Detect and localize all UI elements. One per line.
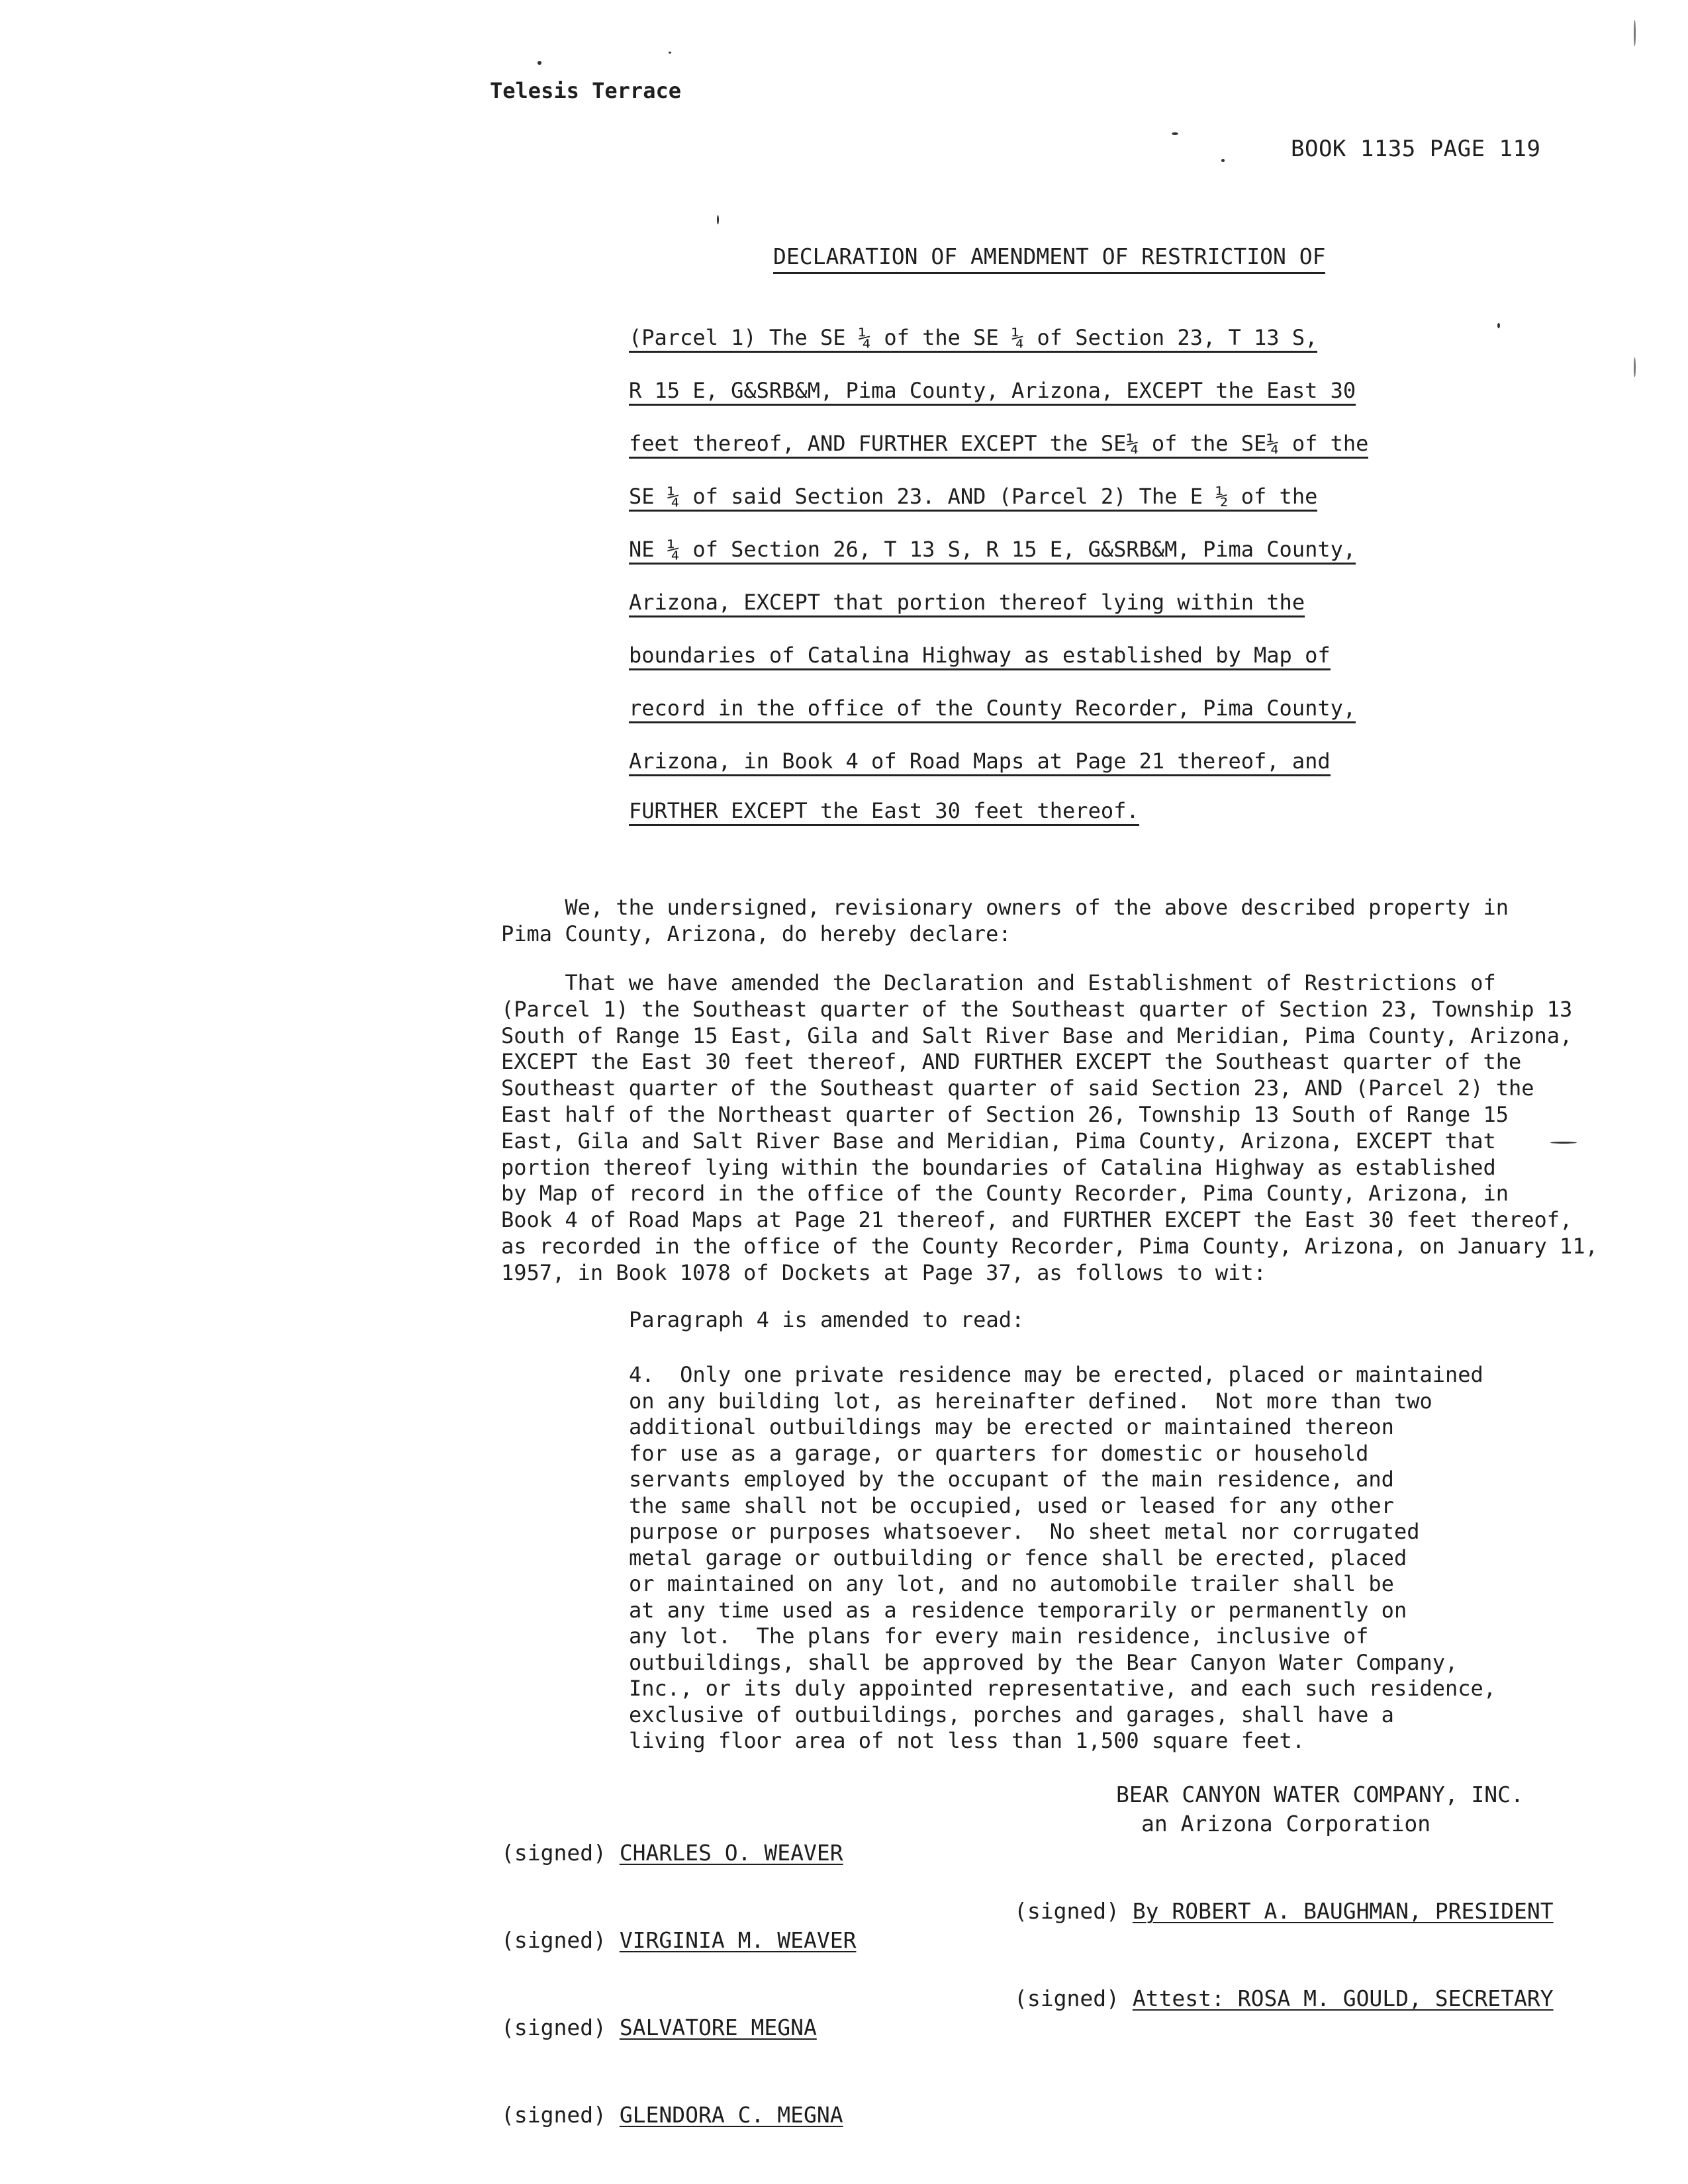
- signature-line: [501, 2013, 856, 2042]
- amendment-paragraph: That we have amended the Declaration and Establishment of Restrictions of (Parcel 1) the Southeast quarter of the Southeast quarter of Section 23, Township 13 South of Range 15 East, Gila and Salt River Base and Meridian, Pima County, Arizona, EXCEPT the East 30 feet thereof, AND FURTHER EXCEPT the Southeast quarter of the Southeast quarter of the Southeast quarter of said Section 23, AND (Parcel 2) the East half of the Northeast quarter of Section 26, Township 13 South of Range 15 East, Gila and Salt River Base and Meridian, Pima County, Arizona, EXCEPT that portion thereof lying within the boundaries of Catalina Highway as established by Map of record in the office of the County Recorder, Pima County, Arizona, in Book 4 of Road Maps at Page 21 thereof, and FURTHER EXCEPT the East 30 feet thereof, as recorded in the office of the County Recorder, Pima County, Arizona, on January 11, 1957, in Book 1078 of Dockets at Page 37, as follows to wit:: [501, 970, 1598, 1285]
- signed-prefix: (signed): [1014, 1898, 1133, 1924]
- parcel-line: SE ¼ of said Section 23. AND (Parcel 2) The E ½ of the: [629, 483, 1317, 512]
- signer-name: GLENDORA C. MEGNA: [619, 2102, 843, 2128]
- signatures-right: [1014, 1839, 1554, 2042]
- company-name: BEAR CANYON WATER COMPANY, INC.: [1116, 1782, 1524, 1807]
- signed-prefix: (signed): [501, 2102, 620, 2128]
- parcel-line: NE ¼ of Section 26, T 13 S, R 15 E, G&SRB&M, Pima County,: [629, 536, 1356, 565]
- signed-prefix: (signed): [1014, 1985, 1133, 2011]
- intro-paragraph: We, the undersigned, revisionary owners of the above described property in Pima County, Arizona, do hereby declare:: [501, 895, 1509, 946]
- scan-speck: [669, 52, 671, 54]
- company-corp-type: an Arizona Corporation: [1141, 1811, 1431, 1837]
- scan-speck: [1634, 20, 1636, 46]
- signature-line: [1014, 1897, 1554, 1926]
- scan-speck: [538, 61, 541, 65]
- signed-prefix: (signed): [501, 2015, 620, 2040]
- parcel-line: feet thereof, AND FURTHER EXCEPT the SE¼ of the SE¼ of the: [629, 430, 1368, 459]
- book-page-reference: BOOK 1135 PAGE 119: [1291, 136, 1541, 162]
- scan-speck: [1550, 1142, 1577, 1144]
- scan-speck: [717, 215, 719, 224]
- parcel-line: Arizona, EXCEPT that portion thereof lying within the: [629, 589, 1305, 617]
- document-title: DECLARATION OF AMENDMENT OF RESTRICTION OF: [773, 244, 1325, 274]
- signer-name: VIRGINIA M. WEAVER: [619, 1927, 857, 1953]
- signature-line: [501, 1926, 856, 1955]
- paragraph-4: 4. Only one private residence may be erected, placed or maintained on any building lot, as hereinafter defined. Not more than two additional outbuildings may be erected or maintained thereon for use as a garage, or quarters for domestic or household servants employed by the occupant of the main residence, and the same shall not be occupied, used or leased for any other purpose or purposes whatsoever. No sheet metal nor corrugated metal garage or outbuilding or fence shall be erected, placed or maintained on any lot, and no automobile trailer shall be at any time used as a residence temporarily or permanently on any lot. The plans for every main residence, inclusive of outbuildings, shall be approved by the Bear Canyon Water Company, Inc., or its duly appointed representative, and each such residence, exclusive of outbuildings, porches and garages, shall have a living floor area of not less than 1,500 square feet.: [629, 1362, 1497, 1753]
- signed-prefix: (signed): [501, 1927, 620, 1953]
- parcel-line: (Parcel 1) The SE ¼ of the SE ¼ of Section 23, T 13 S,: [629, 324, 1317, 353]
- officer-name: Attest: ROSA M. GOULD, SECRETARY: [1132, 1985, 1554, 2011]
- signature-line: [1014, 1984, 1554, 2013]
- scan-speck: [1497, 323, 1500, 328]
- parcel-line: record in the office of the County Recorder, Pima County,: [629, 695, 1356, 723]
- signature-line: [501, 1839, 856, 1868]
- officer-name: By ROBERT A. BAUGHMAN, PRESIDENT: [1132, 1898, 1554, 1924]
- scan-speck: [1221, 159, 1225, 162]
- parcel-line: R 15 E, G&SRB&M, Pima County, Arizona, EXCEPT the East 30: [629, 377, 1356, 406]
- parcel-line: FURTHER EXCEPT the East 30 feet thereof.: [629, 797, 1139, 826]
- signer-name: CHARLES O. WEAVER: [619, 1840, 843, 1866]
- parcel-line: boundaries of Catalina Highway as established by Map of: [629, 642, 1331, 670]
- signed-prefix: (signed): [501, 1840, 620, 1866]
- scan-speck: [1172, 132, 1178, 135]
- subdivision-name: Telesis Terrace: [490, 78, 681, 103]
- paragraph-intro: Paragraph 4 is amended to read:: [629, 1307, 1025, 1332]
- signature-line: [501, 2101, 856, 2130]
- scan-speck: [1634, 357, 1636, 377]
- parcel-line: Arizona, in Book 4 of Road Maps at Page 21 thereof, and: [629, 748, 1331, 776]
- signatures-left: [501, 1780, 856, 2159]
- signer-name: SALVATORE MEGNA: [619, 2015, 817, 2040]
